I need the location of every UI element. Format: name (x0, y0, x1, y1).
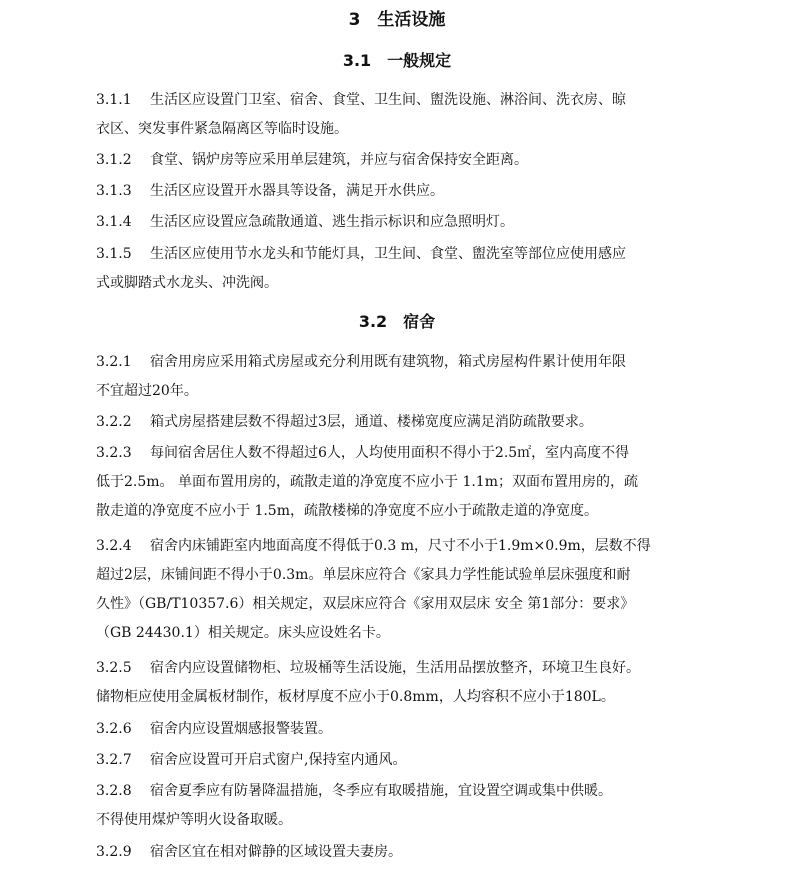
clause-number: 3.1.2 (96, 152, 132, 168)
clause-number: 3.2.2 (96, 414, 132, 430)
clause-text: 生活区应使用节水龙头和节能灯具，卫生间、食堂、盥洗室等部位应使用感应 (150, 246, 626, 262)
clause-number: 3.1.1 (96, 92, 132, 108)
clause-number: 3.2.1 (96, 354, 132, 370)
clause-3-1-2 (96, 146, 706, 175)
clause-number: 3.2.3 (96, 445, 132, 461)
clause-3-2-1 (96, 348, 706, 406)
clause-3-2-3 (96, 439, 706, 526)
clause-number: 3.2.8 (96, 783, 132, 799)
clause-text: 式或脚踏式水龙头、冲洗阀。 (96, 275, 278, 291)
clause-number: 3.2.7 (96, 752, 132, 768)
clause-text: 低于2.5m。 单面布置用房的，疏散走道的净宽度不应小于 1.1m；双面布置用房的，疏 (96, 474, 638, 490)
clause-3-2-2 (96, 408, 706, 437)
clause-3-1-1 (96, 86, 706, 144)
clause-text: 食堂、锅炉房等应采用单层建筑，并应与宿舍保持安全距离。 (150, 152, 528, 168)
clause-text: 储物柜应使用金属板材制作，板材厚度不应小于0.8mm，人均容积不应小于180L。 (96, 689, 615, 705)
clause-3-2-5 (96, 654, 706, 712)
clause-3-1-4 (96, 208, 706, 237)
chapter-title: 3 生活设施 (348, 10, 446, 30)
clause-number: 3.1.5 (96, 246, 132, 262)
clause-text: 生活区应设置门卫室、宿舍、食堂、卫生间、盥洗设施、淋浴间、洗衣房、晾 (150, 92, 626, 108)
clause-number: 3.2.6 (96, 721, 132, 737)
clause-text: 超过2层，床铺间距不得小于0.3m。单层床应符合《家具力学性能试验单层床强度和耐 (96, 567, 631, 583)
clause-text: 宿舍区宜在相对僻静的区域设置夫妻房。 (150, 844, 402, 860)
clause-text: 生活区应设置应急疏散通道、逃生指示标识和应急照明灯。 (150, 214, 514, 230)
clause-text: 不得使用煤炉等明火设备取暖。 (96, 812, 292, 828)
clause-text: 散走道的净宽度不应小于 1.5m，疏散楼梯的净宽度不应小于疏散走道的净宽度。 (96, 503, 598, 519)
clause-text: 宿舍内床铺距室内地面高度不得低于0.3 m，尺寸不小于1.9m×0.9m，层数不得 (150, 538, 651, 554)
clause-3-1-3 (96, 177, 706, 206)
clause-text: 不宜超过20年。 (96, 383, 198, 399)
clause-text: 生活区应设置开水器具等设备，满足开水供应。 (150, 183, 444, 199)
clause-text: 宿舍内应设置烟感报警装置。 (150, 721, 332, 737)
clause-3-2-8 (96, 777, 706, 835)
clause-number: 3.2.4 (96, 538, 132, 554)
clause-3-2-6 (96, 715, 706, 744)
clause-3-1-5 (96, 240, 706, 298)
clause-text: 衣区、突发事件紧急隔离区等临时设施。 (96, 121, 348, 137)
clause-text: 宿舍夏季应有防暑降温措施，冬季应有取暖措施，宜设置空调或集中供暖。 (150, 783, 612, 799)
clause-3-2-4 (96, 532, 706, 648)
clause-text: 久性》（GB/T10357.6）相关规定，双层床应符合《家用双层床 安全 第1部分：要求》 (96, 596, 635, 612)
clause-text: 宿舍应设置可开启式窗户,保持室内通风。 (150, 752, 407, 768)
clause-text: 宿舍内应设置储物柜、垃圾桶等生活设施，生活用品摆放整齐，环境卫生良好。 (150, 660, 640, 676)
clause-number: 3.2.9 (96, 844, 132, 860)
clause-number: 3.1.3 (96, 183, 132, 199)
clause-text: （GB 24430.1）相关规定。床头应设姓名卡。 (96, 625, 390, 641)
clause-3-2-7 (96, 746, 706, 775)
clause-text: 每间宿舍居住人数不得超过6人，人均使用面积不得小于2.5㎡，室内高度不得 (150, 445, 630, 461)
section-title-3-1: 3.1 一般规定 (342, 51, 452, 70)
clause-number: 3.2.5 (96, 660, 132, 676)
clause-text: 宿舍用房应采用箱式房屋或充分利用既有建筑物，箱式房屋构件累计使用年限 (150, 354, 626, 370)
section-title-3-2: 3.2 宿舍 (358, 312, 436, 331)
clause-3-2-9 (96, 838, 706, 867)
clause-text: 箱式房屋搭建层数不得超过3层，通道、楼梯宽度应满足消防疏散要求。 (150, 414, 593, 430)
clause-number: 3.1.4 (96, 214, 132, 230)
